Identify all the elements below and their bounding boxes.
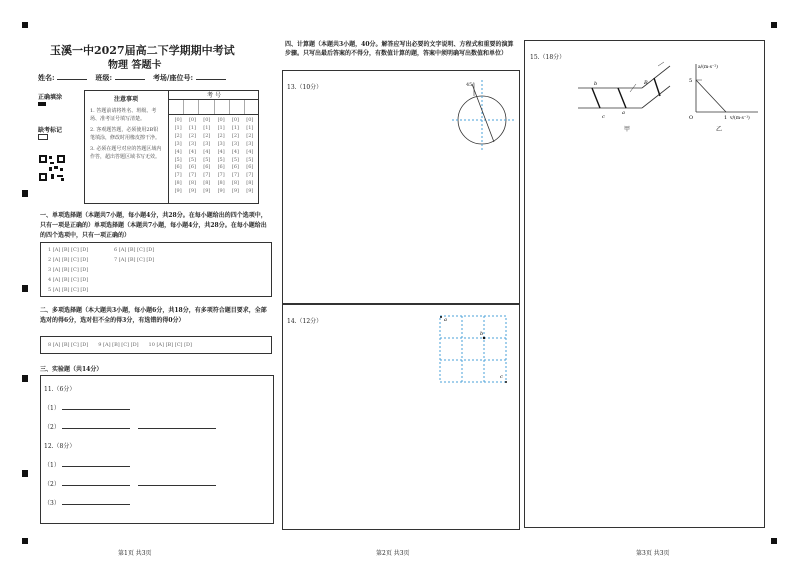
digit-bubble[interactable]: [6] [246, 164, 254, 171]
digit-bubble[interactable]: [8] [188, 180, 197, 187]
digit-bubble[interactable]: [6] [174, 164, 182, 171]
digit-bubble[interactable]: [1] [246, 124, 254, 131]
class-label: 班级: [95, 73, 113, 82]
point-a-label: a [444, 317, 447, 323]
digit-bubble[interactable]: [6] [203, 164, 211, 171]
choice-row[interactable]: 2 [A] [B] [C] [D] [48, 257, 89, 263]
digit-bubble[interactable]: [4] [174, 148, 182, 155]
answer-blank[interactable] [62, 409, 130, 410]
missing-mark-label: 缺考标记 [38, 127, 63, 134]
digit-bubble[interactable]: [1] [217, 124, 225, 131]
digit-bubble[interactable]: [1] [231, 124, 240, 131]
missing-mark-box[interactable] [38, 134, 48, 140]
digit-bubble[interactable]: [8] [231, 180, 240, 187]
digit-bubble[interactable]: [8] [174, 180, 182, 187]
exam-id-column[interactable] [246, 117, 253, 196]
digit-bubble[interactable]: [5] [246, 156, 254, 163]
page-footer: 第2页 共3页 [376, 550, 410, 557]
digit-bubble[interactable]: [2] [217, 132, 225, 139]
registration-mark [22, 22, 28, 28]
answer-blank[interactable] [62, 428, 130, 429]
choice-row[interactable]: 3 [A] [B] [C] [D] [48, 267, 89, 273]
choice-row[interactable]: 10 [A] [B] [C] [D] [148, 342, 192, 348]
choice-row[interactable]: 6 [A] [B] [C] [D] [114, 247, 155, 253]
digit-bubble[interactable]: [7] [203, 172, 211, 179]
digit-bubble[interactable]: [9] [203, 188, 211, 195]
graph-tick-x1: 1 [724, 115, 728, 120]
question-11-label: 11.（6分） [44, 386, 76, 393]
digit-bubble[interactable]: [3] [174, 140, 182, 147]
digit-bubble[interactable]: [2] [174, 132, 182, 139]
qr-code [38, 154, 66, 182]
answer-blank[interactable] [62, 485, 130, 486]
exam-id-column[interactable] [175, 117, 182, 196]
angle-label: 45° [466, 82, 475, 88]
choice-row[interactable]: 5 [A] [B] [C] [D] [48, 287, 89, 293]
digit-bubble[interactable]: [7] [217, 172, 225, 179]
correct-fill-sample [38, 102, 46, 106]
question-14-label: 14.（12分） [287, 318, 323, 325]
exam-subtitle: 物理 答题卡 [108, 60, 162, 71]
section4-heading: 四、计算题（本题共3小题，40分。解答应写出必要的文字说明、方程式和重要的演算步骤。只写出最后答案的不得分，有数值计算的题，答案中须明确写出数值和单位） [285, 41, 514, 57]
digit-bubble[interactable]: [0] [231, 117, 240, 123]
digit-bubble[interactable]: [2] [188, 132, 197, 139]
point-c-label: c [500, 374, 503, 380]
page-footer: 第3页 共3页 [636, 550, 670, 557]
q13-circle-figure [448, 76, 518, 156]
digit-bubble[interactable]: [4] [217, 148, 225, 155]
digit-bubble[interactable]: [2] [231, 132, 240, 139]
digit-bubble[interactable]: [7] [188, 172, 197, 179]
rod-a-label: a [622, 110, 625, 116]
exam-id-label: 考 号 [169, 90, 259, 100]
name-label: 姓名: [38, 73, 55, 82]
exam-id-column[interactable] [218, 117, 225, 196]
digit-bubble[interactable]: [0] [217, 117, 225, 123]
answer-blank[interactable] [62, 466, 130, 467]
digit-bubble[interactable]: [9] [246, 188, 254, 195]
registration-mark [22, 285, 28, 292]
digit-bubble[interactable]: [8] [217, 180, 225, 187]
note-item: 3. 必须在题号对应的答题区域内作答，超出答题区域书写无效。 [90, 146, 162, 160]
exam-id-column[interactable] [189, 117, 196, 196]
digit-bubble[interactable]: [2] [203, 132, 211, 139]
note-item: 1. 答题前请将姓名、班级、考场、准考证号填写清楚。 [90, 108, 157, 122]
choice-row[interactable]: 1 [A] [B] [C] [D] [48, 247, 89, 253]
digit-bubble[interactable]: [5] [217, 156, 225, 163]
registration-mark [22, 375, 28, 382]
figure-jia-label: 甲 [624, 126, 631, 133]
digit-bubble[interactable]: [9] [231, 188, 240, 195]
seat-label: 考场/座位号: [152, 73, 194, 82]
exam-title: 玉溪一中2027届高二下学期期中考试 [50, 44, 235, 57]
digit-bubble[interactable]: [0] [188, 117, 197, 123]
digit-bubble[interactable]: [3] [203, 140, 211, 147]
section1-heading: 一、单项选择题（本题共7小题，每小题4分，共28分。在每小题给出的四个选项中，只有一项是正确的）单项选择题（本题共7小题，每小题4分，共28分。在每小题给出的四个选项中，只有一项正确的） [40, 212, 267, 239]
q15-rails-figure [570, 58, 680, 128]
registration-mark [22, 470, 28, 477]
digit-bubble[interactable]: [9] [217, 188, 225, 195]
blank-label: （2） [44, 424, 60, 431]
exam-id-column[interactable] [232, 117, 239, 196]
blank-label: （1） [44, 462, 60, 469]
digit-bubble[interactable]: [4] [203, 148, 211, 155]
digit-bubble[interactable]: [1] [188, 124, 197, 131]
notes-title: 注意事项 [113, 96, 138, 103]
digit-bubble[interactable]: [8] [203, 180, 211, 187]
class-field[interactable] [115, 79, 145, 80]
digit-bubble[interactable]: [5] [231, 156, 240, 163]
digit-bubble[interactable]: [4] [231, 148, 240, 155]
digit-bubble[interactable]: [9] [188, 188, 197, 195]
section3-heading: 三、实验题（共14分） [40, 366, 103, 373]
digit-bubble[interactable]: [9] [174, 188, 182, 195]
digit-bubble[interactable]: [3] [217, 140, 225, 147]
question-15-label: 15.（18分） [530, 54, 566, 61]
exam-id-grid[interactable] [169, 115, 259, 198]
exam-id-column[interactable] [203, 117, 210, 196]
q14-grid-figure [438, 312, 510, 384]
graph-origin: O [689, 115, 694, 120]
registration-mark [22, 190, 28, 197]
digit-bubble[interactable]: [7] [174, 172, 182, 179]
answer-blank[interactable] [62, 504, 130, 505]
registration-mark [771, 538, 777, 544]
section2-heading: 二、多项选择题（本大题共3小题，每小题6分，共18分，有多项符合题目要求，全部选对的得6分，选对但不全的得3分，有选错的得0分） [40, 307, 267, 324]
graph-xlabel: v/(m·s⁻¹) [730, 116, 750, 120]
digit-bubble[interactable]: [1] [203, 124, 211, 131]
choice-row[interactable]: 7 [A] [B] [C] [D] [114, 257, 155, 263]
point-b-label: b [480, 331, 484, 337]
digit-bubble[interactable]: [6] [217, 164, 225, 171]
q15-graph [688, 60, 760, 120]
graph-ylabel: a/(m·s⁻²) [698, 65, 718, 70]
choice-row[interactable]: 9 [A] [B] [C] [D] [98, 342, 139, 348]
field-b-label: B [644, 80, 648, 86]
choice-row[interactable]: 8 [A] [B] [C] [D] [48, 342, 89, 348]
digit-bubble[interactable]: [5] [203, 156, 211, 163]
name-field[interactable] [57, 79, 87, 80]
question-12-label: 12.（8分） [44, 443, 76, 450]
rod-c-label: c [602, 114, 605, 120]
rod-b-label: b [594, 81, 598, 87]
answer-blank[interactable] [138, 485, 216, 486]
correct-fill-label: 正确填涂 [38, 94, 63, 101]
digit-bubble[interactable]: [8] [246, 180, 254, 187]
digit-bubble[interactable]: [3] [188, 140, 197, 147]
question-13-label: 13.（10分） [287, 84, 323, 91]
digit-bubble[interactable]: [1] [174, 124, 182, 131]
blank-label: （1） [44, 405, 60, 412]
figure-yi-label: 乙 [716, 126, 723, 133]
registration-mark [771, 22, 777, 28]
registration-mark [22, 538, 28, 544]
page-footer: 第1页 共3页 [118, 550, 152, 557]
digit-bubble[interactable]: [7] [246, 172, 254, 179]
digit-bubble[interactable]: [5] [188, 156, 197, 163]
digit-bubble[interactable]: [5] [174, 156, 182, 163]
digit-bubble[interactable]: [6] [188, 164, 197, 171]
digit-bubble[interactable]: [0] [246, 117, 254, 123]
digit-bubble[interactable]: [2] [246, 132, 254, 139]
seat-field[interactable] [196, 79, 226, 80]
choice-row[interactable]: 4 [A] [B] [C] [D] [48, 277, 89, 283]
digit-bubble[interactable]: [6] [231, 164, 240, 171]
graph-tick-y5: 5 [689, 78, 693, 84]
digit-bubble[interactable]: [3] [246, 140, 254, 147]
blank-label: （3） [44, 500, 60, 507]
note-item: 2. 客观题答题，必须使用2B铅笔填涂，修改时用橡皮擦干净。 [90, 127, 161, 141]
blank-label: （2） [44, 481, 60, 488]
digit-bubble[interactable]: [3] [231, 140, 240, 147]
digit-bubble[interactable]: [4] [246, 148, 254, 155]
digit-bubble[interactable]: [7] [231, 172, 240, 179]
digit-bubble[interactable]: [0] [203, 117, 211, 123]
answer-blank[interactable] [138, 428, 216, 429]
digit-bubble[interactable]: [0] [174, 117, 182, 123]
digit-bubble[interactable]: [4] [188, 148, 197, 155]
